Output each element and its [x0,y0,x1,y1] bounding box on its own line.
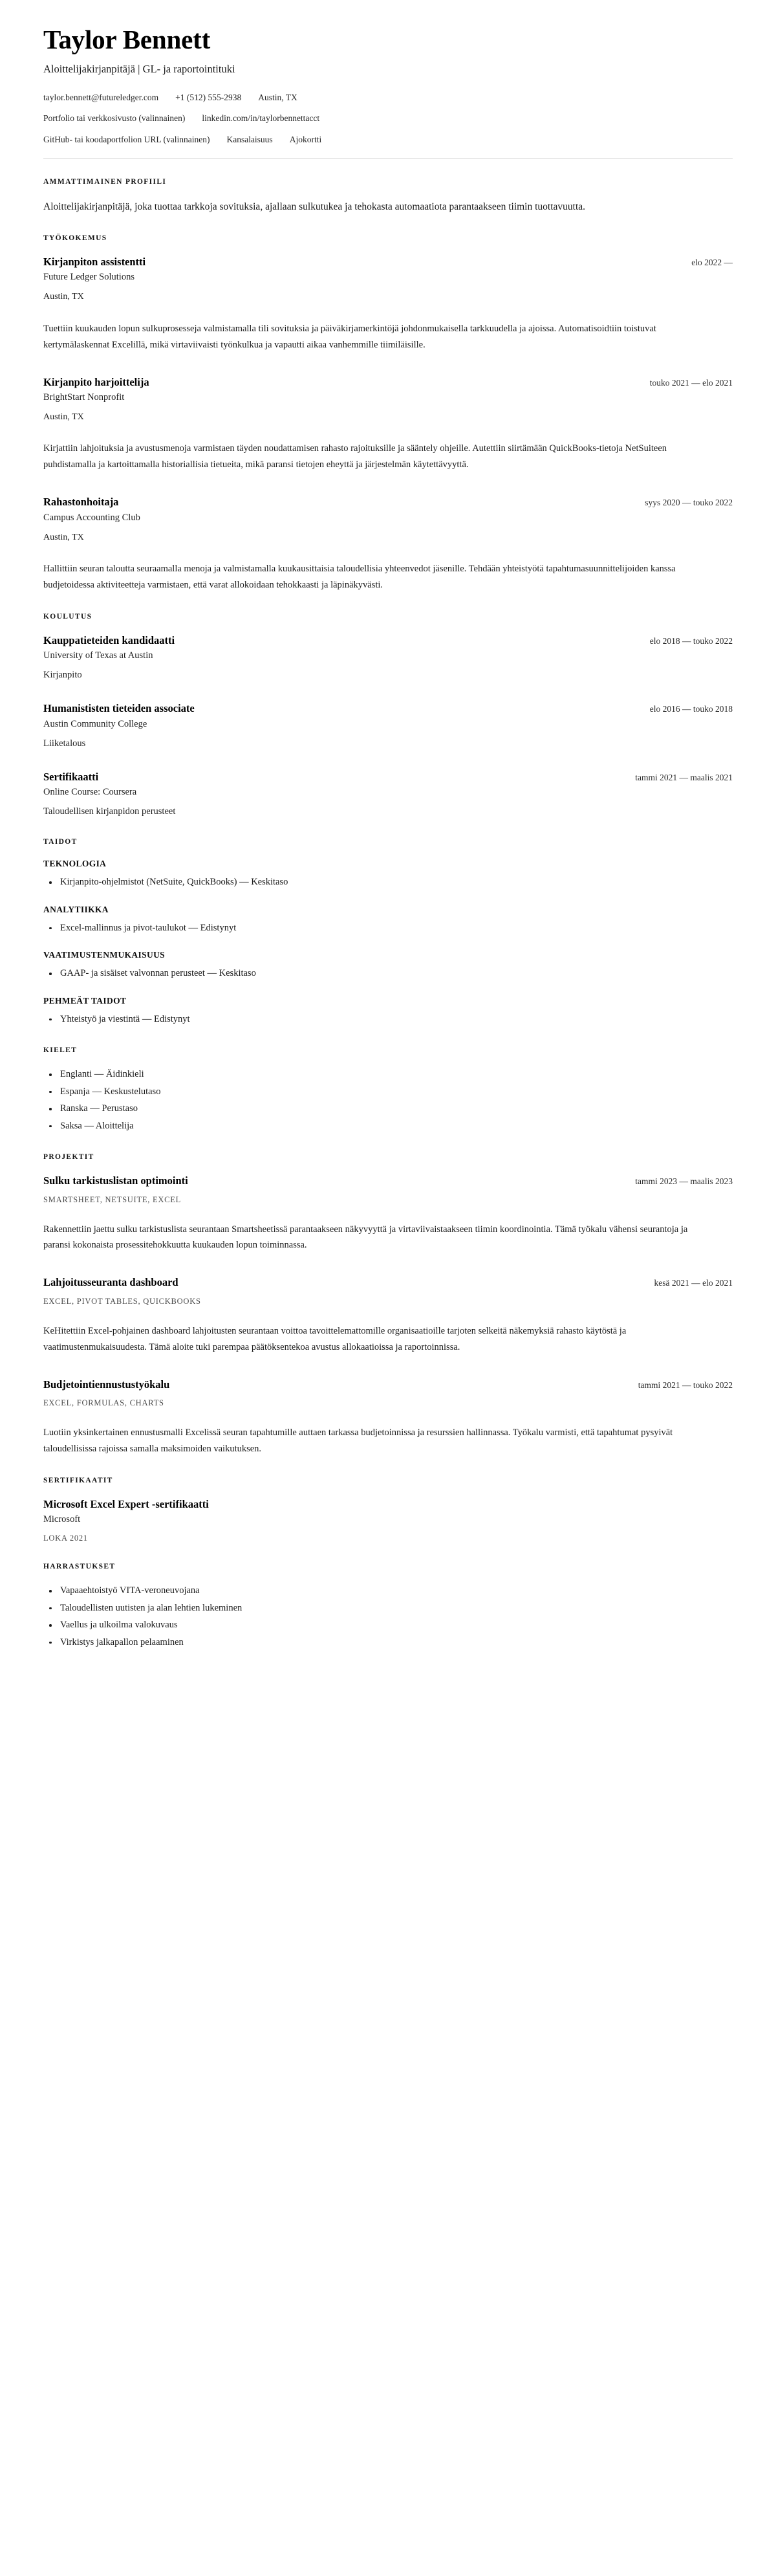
section-skills [43,838,733,1027]
education-entry-head [43,701,733,715]
skill-list [43,875,733,890]
project-entry [43,1275,733,1355]
section-certificates [43,1477,733,1543]
experience-location: Austin, TX [43,292,84,302]
language-item: Saksa — Aloittelija [43,1119,733,1134]
candidate-headline: Aloittelijakirjanpitäjä | GL- ja raportointituki [43,63,235,76]
skill-group-title: VAATIMUSTENMUKAISUUS [43,950,166,960]
contact-nationality: Kansalaisuus [226,134,273,144]
skill-group-title: ANALYTIIKKA [43,904,109,914]
experience-description: Hallittiin seuran taloutta seuraamalla menoja ja valmistamalla kuukausittaisia taloudellisia yhteenvedot jäsenille. Tehdään yhteistyötä tapahtumasuunnittelijoiden kanssa budjetoidessa aktiviteetteja varmistaen, että varat allokoidaan tehokkaasti ja läpinäkyvästi. [43,563,676,590]
education-entry [43,633,733,682]
education-field: Taloudellisen kirjanpidon perusteet [43,806,176,817]
section-title-summary: AMMATTIMAINEN PROFIILI [43,177,167,186]
section-projects [43,1153,733,1457]
experience-entry-head [43,255,733,269]
section-title-certificates: SERTIFIKAATIT [43,1477,113,1485]
section-title-hobbies: HARRASTUKSET [43,1563,116,1571]
experience-entry [43,495,733,593]
education-entry [43,770,733,819]
skill-item: Kirjanpito-ohjelmistot (NetSuite, QuickBooks) — Keskitaso [43,875,733,890]
experience-description: Kirjattiin lahjoituksia ja avustusmenoja varmistaen täyden noudattamisen rahasto rajoituksille ja sääntely ohjeille. Autettiin siirtämään QuickBooks-tietoja NetSuiteen puhdistamalla ja kartoittamalla historiallisia tietueita, mikä paransi tietojen eheyttä ja järjestelmän käytettävyyttä. [43,443,667,470]
candidate-name: Taylor Bennett [43,25,211,54]
experience-location: Austin, TX [43,412,84,422]
experience-company: Future Ledger Solutions [43,272,135,283]
language-item: Ranska — Perustaso [43,1101,733,1116]
education-school: University of Texas at Austin [43,650,153,661]
skill-item: Excel-mallinnus ja pivot-taulukot — Edistynyt [43,921,733,936]
experience-role: Kirjanpiton assistentti [43,255,146,268]
contact-row-2 [43,112,733,125]
project-entry-head [43,1378,733,1391]
contact-row-1 [43,91,733,104]
education-school: Online Course: Coursera [43,787,137,798]
project-tags: EXCEL, PIVOT TABLES, QUICKBOOKS [43,1296,201,1306]
education-entry-head [43,633,733,647]
section-title-projects: PROJEKTIT [43,1153,94,1161]
experience-company: Campus Accounting Club [43,512,140,523]
summary-text: Aloittelijakirjanpitäjä, joka tuottaa tarkkoja sovituksia, ajallaan sulkutukea ja tehokasta automaatiota parantaakseen tiimin tuottavuutta. [43,201,586,212]
education-date: elo 2016 — touko 2018 [649,704,733,714]
experience-company: BrightStart Nonprofit [43,391,125,402]
experience-date: touko 2021 — elo 2021 [649,377,733,388]
hobby-item: Vapaaehtoistyö VITA-veroneuvojana [43,1583,733,1598]
education-degree: Kauppatieteiden kandidaatti [43,633,175,646]
project-description: Rakennettiin jaettu sulku tarkistuslista seurantaan Smartsheetissä parantaakseen näkyvyyttä ja virtaviivaistaakseen tiimin koordinointia. Tämä työkalu vähensi seurantoja ja paransi kokonaista prosessitehokkuutta kuukauden lopun toiminnassa. [43,1224,688,1251]
education-degree: Sertifikaatti [43,770,99,783]
skill-group-title: TEKNOLOGIA [43,859,107,869]
header-divider [43,158,733,159]
skill-group-title: PEHMEÄT TAIDOT [43,995,127,1006]
experience-date: syys 2020 — touko 2022 [645,498,733,508]
project-tags: EXCEL, FORMULAS, CHARTS [43,1398,164,1408]
skill-list [43,921,733,936]
project-name: Sulku tarkistuslistan optimointi [43,1174,188,1187]
education-field: Liiketalous [43,738,86,749]
skill-group [43,905,733,936]
project-entry [43,1174,733,1253]
skill-group [43,859,733,890]
experience-entry [43,375,733,474]
experience-date: elo 2022 — [691,257,733,267]
skill-item: Yhteistyö ja viestintä — Edistynyt [43,1012,733,1027]
experience-role: Kirjanpito harjoittelija [43,375,149,388]
skill-item: GAAP- ja sisäiset valvonnan perusteet — Keskitaso [43,966,733,981]
experience-entry-head [43,375,733,389]
project-entry [43,1378,733,1457]
section-languages [43,1046,733,1134]
section-experience [43,234,733,593]
project-date: tammi 2021 — touko 2022 [638,1380,733,1390]
skill-list [43,1012,733,1027]
education-field: Kirjanpito [43,670,82,681]
section-education [43,613,733,819]
project-name: Lahjoitusseuranta dashboard [43,1276,178,1289]
skill-group [43,996,733,1027]
section-title-experience: TYÖKOKEMUS [43,234,107,242]
project-entry-head [43,1174,733,1187]
project-name: Budjetointiennustustyökalu [43,1378,170,1391]
hobby-item: Virkistys jalkapallon pelaaminen [43,1635,733,1650]
education-entry-head [43,770,733,784]
section-title-education: KOULUTUS [43,612,92,621]
skill-group [43,950,733,981]
education-date: elo 2018 — touko 2022 [649,635,733,646]
contact-github[interactable]: GitHub- tai koodaportfolion URL (valinnainen) [43,134,210,144]
education-degree: Humanististen tieteiden associate [43,702,195,715]
project-description: KeHitettiin Excel-pohjainen dashboard lahjoitusten seurantaan voittoa tavoittelemattomille organisaatioille tarjoten selkeitä näkemyksiä rahasto käytöstä ja vaatimustenmukaisuudesta. Tämä aloite tuki parempaa päätöksentekoa avustus allokaatioissa ja raportoinnissa. [43,1325,627,1352]
resume-header [43,25,733,159]
contact-driving-license: Ajokortti [289,134,322,144]
education-entry [43,701,733,750]
section-title-skills: TAIDOT [43,838,78,846]
section-title-languages: KIELET [43,1046,78,1055]
certificate-name: Microsoft Excel Expert -sertifikaatti [43,1498,209,1511]
project-tags: SMARTSHEET, NETSUITE, EXCEL [43,1194,182,1204]
skill-list [43,966,733,981]
section-summary [43,178,733,215]
hobby-item: Vaellus ja ulkoilma valokuvaus [43,1618,733,1633]
experience-location: Austin, TX [43,532,84,542]
contact-linkedin[interactable]: linkedin.com/in/taylorbennettacct [202,113,320,124]
contact-row-3 [43,133,733,146]
hobby-list [43,1583,733,1650]
experience-role: Rahastonhoitaja [43,496,119,509]
certificate-entry [43,1497,733,1543]
project-description: Luotiin yksinkertainen ennustusmalli Excelissä seuran tapahtumille auttaen tarkassa budjetoinnissa ja resurssien hallinnassa. Työkalu varmisti, että tapahtumat pysyivät taloudellisissa rajoissa samalla maksimoiden vaikutuksen. [43,1427,673,1455]
education-date: tammi 2021 — maalis 2021 [635,772,733,782]
experience-entry-head [43,495,733,509]
experience-description: Tuettiin kuukauden lopun sulkuprosesseja valmistamalla tili sovituksia ja päiväkirjamerkintöjä johdonmukaisella tarkkuudella ja ajoissa. Automatisoidtiin toistuvat kertymälaskennat Excelillä, mikä virtaviivaisti työnkulkua ja vapautti aikaa vanhemmille tiimiläisille. [43,323,656,350]
project-entry-head [43,1275,733,1289]
experience-entry [43,255,733,353]
contact-phone[interactable]: +1 (512) 555-2938 [175,93,242,103]
contact-portfolio[interactable]: Portfolio tai verkkosivusto (valinnainen) [43,113,186,124]
language-list [43,1067,733,1134]
project-date: tammi 2023 — maalis 2023 [635,1176,733,1187]
language-item: Englanti — Äidinkieli [43,1067,733,1082]
certificate-issuer: Microsoft [43,1514,81,1525]
language-item: Espanja — Keskustelutaso [43,1084,733,1099]
project-date: kesä 2021 — elo 2021 [654,1278,733,1288]
contact-location: Austin, TX [258,93,297,103]
hobby-item: Taloudellisten uutisten ja alan lehtien lukeminen [43,1601,733,1616]
certificate-date: LOKA 2021 [43,1534,88,1543]
contact-email[interactable]: taylor.bennett@futureledger.com [43,93,159,103]
education-school: Austin Community College [43,718,147,729]
section-hobbies [43,1563,733,1650]
